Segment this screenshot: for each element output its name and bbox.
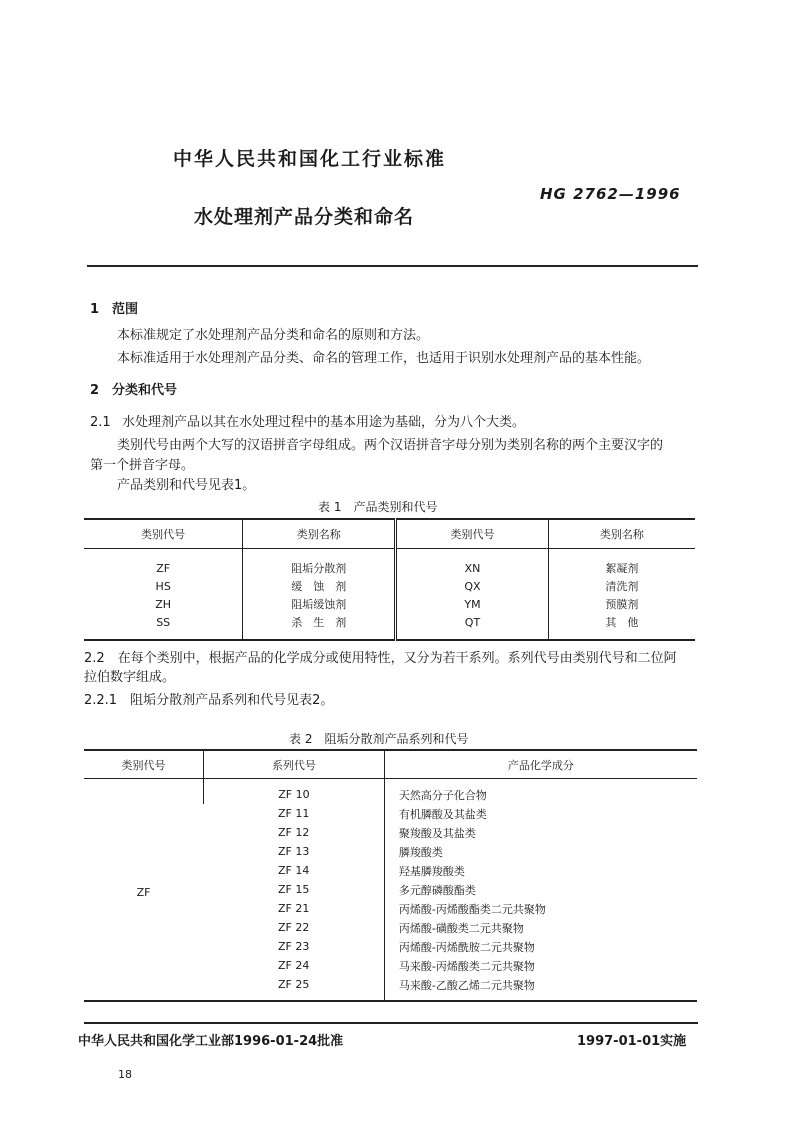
table-1	[84, 518, 695, 641]
column-header: 类别名称	[243, 519, 396, 549]
series-code-cell: ZF 12	[278, 826, 310, 839]
clause-2-1-paragraph-2-line-2: 第一个拼音字母。	[90, 458, 195, 473]
table-cell: ZF	[156, 561, 171, 575]
table-cell: ZH	[155, 597, 172, 611]
table-2-caption: 表 2 阻垢分散剂产品系列和代号	[289, 732, 469, 746]
clause-2-1-text: 水处理剂产品以其在水处理过程中的基本用途为基础，分为八个大类。	[122, 415, 526, 430]
table-cell: 阻垢分散剂	[243, 549, 396, 578]
composition-cell: 丙烯酸-丙烯酰胺二元共聚物	[384, 937, 697, 956]
document-title: 水处理剂产品分类和命名	[194, 206, 415, 228]
table-cell: QT	[396, 613, 549, 640]
table-cell: QX	[396, 577, 549, 595]
approval-date: 中华人民共和国化学工业部1996-01-24批准	[78, 1034, 344, 1049]
table-row	[84, 595, 695, 613]
column-header: 类别代号	[84, 519, 243, 549]
column-header: 产品化学成分	[384, 750, 697, 779]
table-cell: 清洗剂	[548, 577, 695, 595]
section-1-paragraph-1: 本标准规定了水处理剂产品分类和命名的原则和方法。	[117, 328, 430, 343]
column-header: 类别代号	[396, 519, 549, 549]
composition-cell: 羟基膦羧酸类	[384, 861, 697, 880]
series-code-cell: ZF 11	[278, 807, 310, 820]
table-cell: HS	[155, 579, 171, 593]
series-code-cell: ZF 14	[278, 864, 310, 877]
composition-cell: 有机膦酸及其盐类	[384, 804, 697, 823]
series-code-cell: ZF 13	[278, 845, 310, 858]
table-row	[84, 779, 697, 805]
effective-date: 1997-01-01实施	[577, 1034, 687, 1049]
footer-rule	[84, 1022, 698, 1024]
clause-2-2-line-1: 2.2 在每个类别中，根据产品的化学成分或使用特性，又分为若干系列。系列代号由类别代号和二位阿	[84, 651, 677, 666]
table-cell: 缓 蚀 剂	[243, 577, 396, 595]
section-1-heading: 1 范围	[90, 302, 139, 317]
clause-2-1-paragraph-2-line-1: 类别代号由两个大写的汉语拼音字母组成。两个汉语拼音字母分别为类别名称的两个主要汉字的	[117, 438, 664, 453]
series-code-cell: ZF 10	[204, 779, 385, 805]
composition-cell: 多元醇磷酸酯类	[384, 880, 697, 899]
table-header-row	[84, 519, 695, 549]
series-code-cell: ZF 15	[278, 883, 310, 896]
series-code-cell: ZF 23	[278, 940, 310, 953]
table-cell: SS	[156, 615, 171, 629]
table-cell: 其 他	[548, 613, 695, 640]
table-2	[84, 749, 697, 1002]
table-cell: 絮凝剂	[548, 549, 695, 578]
composition-cell: 天然高分子化合物	[384, 779, 697, 805]
table-row	[84, 577, 695, 595]
standard-code: HG 2762—1996	[540, 185, 681, 203]
column-header: 类别代号	[84, 750, 204, 779]
series-code-cell: ZF 25	[278, 978, 310, 991]
series-code-cell: ZF 22	[278, 921, 310, 934]
table-cell: 杀 生 剂	[243, 613, 396, 640]
section-1-paragraph-2: 本标准适用于水处理剂产品分类、命名的管理工作，也适用于识别水处理剂产品的基本性能。	[117, 351, 651, 366]
column-header: 系列代号	[204, 750, 385, 779]
header-rule	[87, 265, 698, 267]
clause-2-2-1: 2.2.1 阻垢分散剂产品系列和代号见表2。	[84, 693, 334, 708]
table-header-row	[84, 750, 697, 779]
table-cell: YM	[396, 595, 549, 613]
issuing-organization: 中华人民共和国化工行业标准	[173, 148, 447, 170]
table-row	[84, 549, 695, 578]
table-1-caption: 表 1 产品类别和代号	[318, 500, 438, 514]
column-header: 类别名称	[548, 519, 695, 549]
series-code-cell: ZF 21	[278, 902, 310, 915]
clause-2-2-line-2: 拉伯数字组成。	[84, 670, 176, 685]
category-code-cell: ZF	[136, 886, 151, 899]
composition-cell: 膦羧酸类	[384, 842, 697, 861]
table-row	[84, 613, 695, 640]
series-code-cell: ZF 24	[278, 959, 310, 972]
clause-2-1-number: 2.1	[90, 415, 111, 430]
section-2-heading: 2 分类和代号	[90, 383, 178, 398]
table-cell: 预膜剂	[548, 595, 695, 613]
composition-cell: 丙烯酸-磺酸类二元共聚物	[384, 918, 697, 937]
table-cell: 阻垢缓蚀剂	[243, 595, 396, 613]
composition-cell: 丙烯酸-丙烯酸酯类二元共聚物	[384, 899, 697, 918]
page-number: 18	[118, 1068, 132, 1081]
composition-cell: 聚羧酸及其盐类	[384, 823, 697, 842]
clause-2-1-paragraph-3: 产品类别和代号见表1。	[117, 478, 256, 493]
composition-cell: 马来酸-乙酸乙烯二元共聚物	[384, 975, 697, 1001]
table-cell: XN	[396, 549, 549, 578]
composition-cell: 马来酸-丙烯酸类二元共聚物	[384, 956, 697, 975]
